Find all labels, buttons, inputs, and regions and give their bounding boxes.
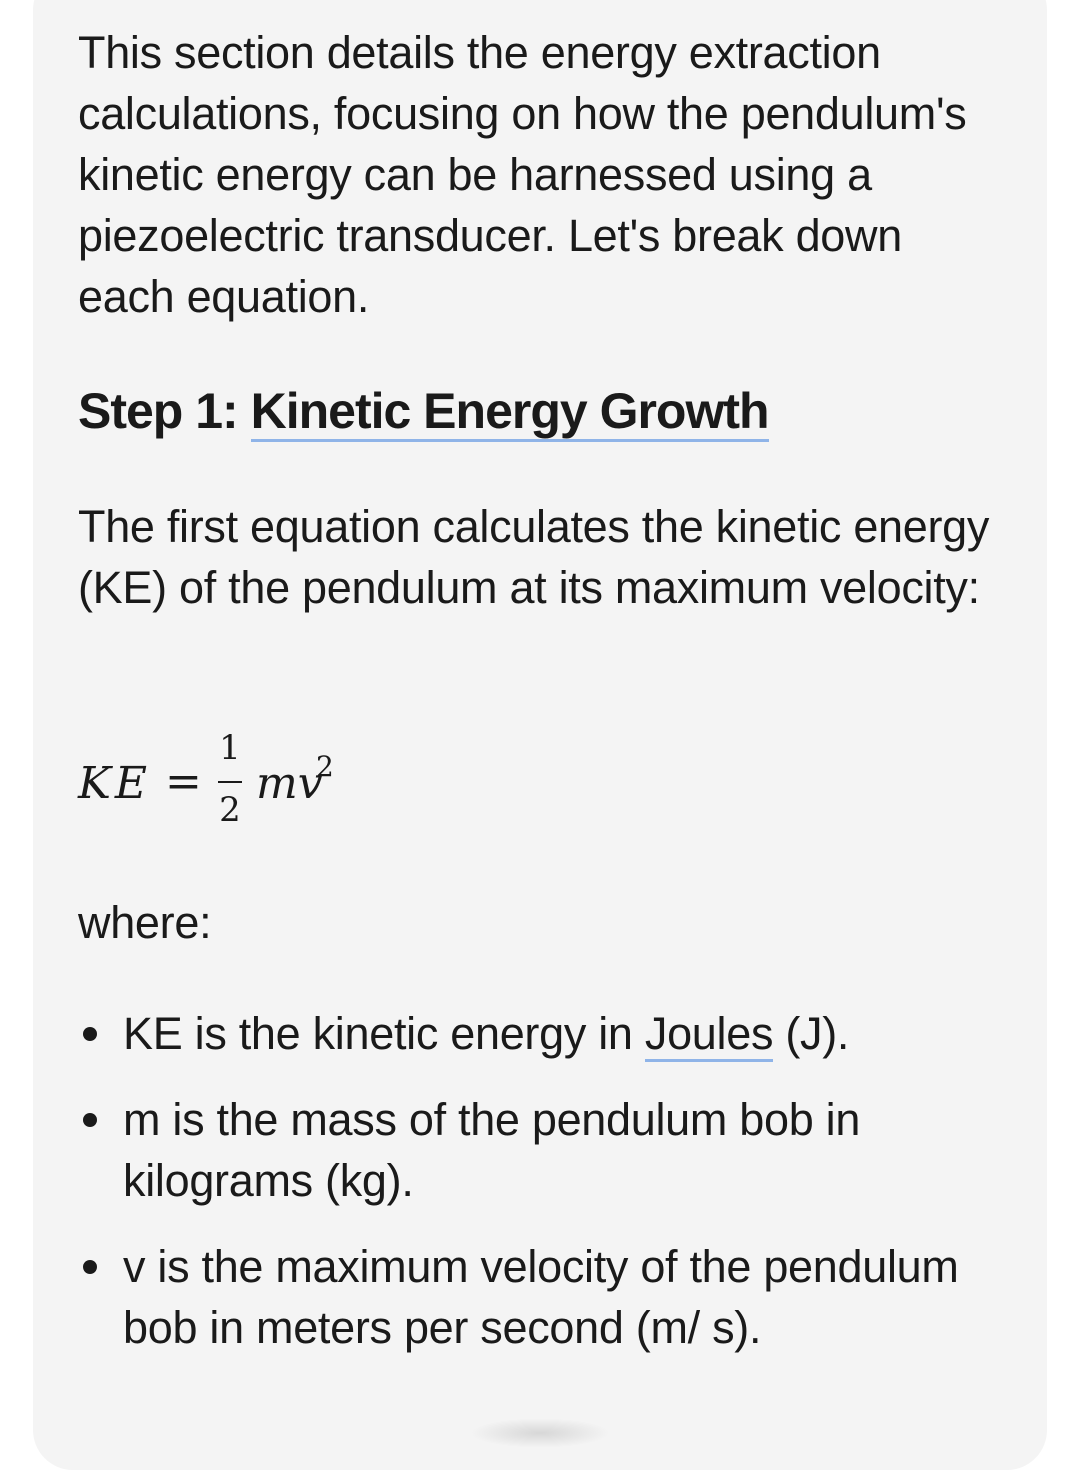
scroll-shadow (470, 1418, 610, 1448)
step-1-heading (78, 378, 769, 444)
bullet-text-end: (J). (773, 1008, 850, 1059)
where-label: where: (78, 897, 212, 948)
bullet-text: KE is the kinetic energy in (123, 1008, 645, 1059)
step-1-prefix: Step 1: (78, 383, 251, 439)
bullet-dot (83, 1027, 97, 1041)
fraction-numerator: 1 (219, 728, 241, 768)
fraction-denominator: 2 (219, 790, 241, 830)
equation-description: The first equation calculates the kinetic energy (KE) of the pendulum at its maximum velocity: (78, 501, 990, 613)
formula-lhs: KE (78, 758, 151, 809)
kinetic-energy-growth-link[interactable]: Kinetic Energy Growth (251, 383, 769, 442)
fraction-bar (218, 781, 242, 783)
formula-equals: = (165, 756, 202, 807)
bullet-dot (83, 1260, 97, 1274)
formula-rhs: mv (256, 758, 323, 809)
bullet-text: m is the mass of the pendulum bob in kilograms (kg). (123, 1094, 861, 1206)
list-item (78, 1236, 978, 1358)
bullet-text: v is the maximum velocity of the pendulum bob in meters per second (m/ s). (123, 1241, 959, 1353)
formula-exponent: 2 (316, 750, 334, 783)
list-item (78, 1003, 978, 1064)
bullet-dot (83, 1113, 97, 1127)
kinetic-energy-formula (78, 728, 478, 838)
joules-link[interactable]: Joules (645, 1008, 773, 1062)
list-item (78, 1089, 978, 1211)
variable-list (78, 1003, 978, 1383)
intro-paragraph: This section details the energy extraction calculations, focusing on how the pendulum's kinetic energy can be harnessed using a piezoelectric transducer. Let's break down each equation. (78, 27, 967, 322)
